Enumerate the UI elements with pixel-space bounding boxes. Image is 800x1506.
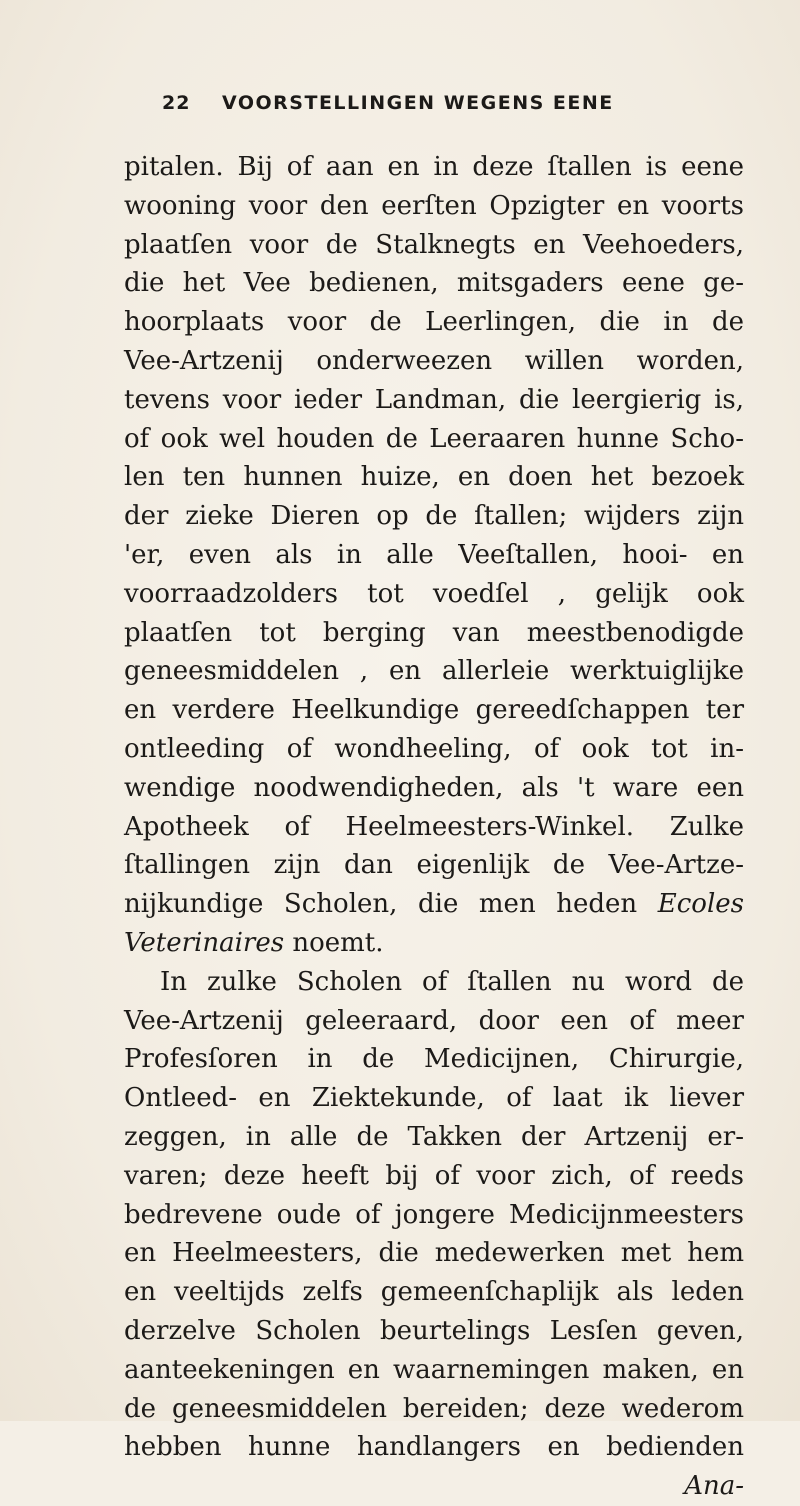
text-line: Profesſoren in de Medicijnen, Chirurgie, (124, 1044, 744, 1075)
text-line: zeggen, in alle de Takken der Artzenij er- (124, 1121, 744, 1152)
text-line: hoorplaats voor de Leerlingen, die in de (124, 307, 744, 338)
text-line: derzelve Scholen beurtelings Lesſen geven, (124, 1315, 744, 1346)
text-line: tevens voor ieder Landman, die leergierig is, (124, 384, 744, 415)
text-line: ſtallingen zijn dan eigenlijk de Vee-Artze- (124, 850, 744, 881)
text-segment: nijkundige Scholen, die men heden (124, 889, 638, 920)
text-line: en Heelmeesters, die medewerken met hem (124, 1238, 744, 1269)
text-line: en veeltijds zelfs gemeenſchaplijk als leden (124, 1277, 744, 1308)
text-line: len ten hunnen huize, en doen het bezoek (124, 462, 744, 493)
text-line: de geneesmiddelen bereiden; deze wederom (124, 1393, 744, 1424)
text-line: Vee-Artzenij onderweezen willen worden, (124, 345, 744, 376)
text-line: wooning voor den eerſten Opzigter en voorts (124, 190, 744, 221)
text-line: varen; deze heeft bij of voor zich, of reeds (124, 1160, 744, 1191)
text-segment: noemt. (292, 927, 384, 958)
page-number: 22 (162, 92, 191, 114)
text-line: of ook wel houden de Leeraaren hunne Scho- (124, 423, 744, 454)
text-line: bedrevene oude of jongere Medicijnmeesters (124, 1199, 744, 1230)
text-line-with-italic (124, 924, 744, 963)
text-line: Ontleed- en Ziektekunde, of laat ik liever (124, 1083, 744, 1114)
text-line: Vee-Artzenij geleeraard, door een of meer (124, 1005, 744, 1036)
text-line: Apotheek of Heelmeesters-Winkel. Zulke (124, 811, 744, 842)
text-line: wendige noodwendigheden, als 't ware een (124, 772, 744, 803)
text-line: aanteekeningen en waarnemingen maken, en (124, 1354, 744, 1385)
text-line: die het Vee bedienen, mitsgaders eene ge- (124, 268, 744, 299)
text-line: der zieke Dieren op de ſtallen; wijders zijn (124, 501, 744, 532)
text-line: en verdere Heelkundige gereedſchappen ter (124, 695, 744, 726)
catchword: Ana- (684, 1471, 744, 1502)
running-title: VOORSTELLINGEN WEGENS EENE (222, 92, 614, 114)
text-line: geneesmiddelen , en allerleie werktuiglijke (124, 656, 744, 687)
paragraph-start-line: In zulke Scholen of ſtallen nu word de (160, 966, 744, 997)
italic-term: Veterinaires (124, 927, 285, 958)
text-line: hebben hunne handlangers en bedienden (124, 1432, 744, 1463)
text-line: voorraadzolders tot voedſel , gelijk ook (124, 578, 744, 609)
text-line: ontleeding of wondheeling, of ook tot in- (124, 733, 744, 764)
text-line: plaatſen voor de Stalknegts en Veehoeders, (124, 229, 744, 260)
text-line: pitalen. Bij of aan en in deze ſtallen is eene (124, 152, 744, 182)
italic-term: Ecoles (657, 889, 745, 920)
text-line: plaatſen tot berging van meestbenodigde (124, 617, 744, 648)
text-line: 'er, even als in alle Veeſtallen, hooi- en (124, 539, 744, 570)
body-text (124, 148, 744, 1506)
text-line-with-italic (124, 885, 744, 924)
